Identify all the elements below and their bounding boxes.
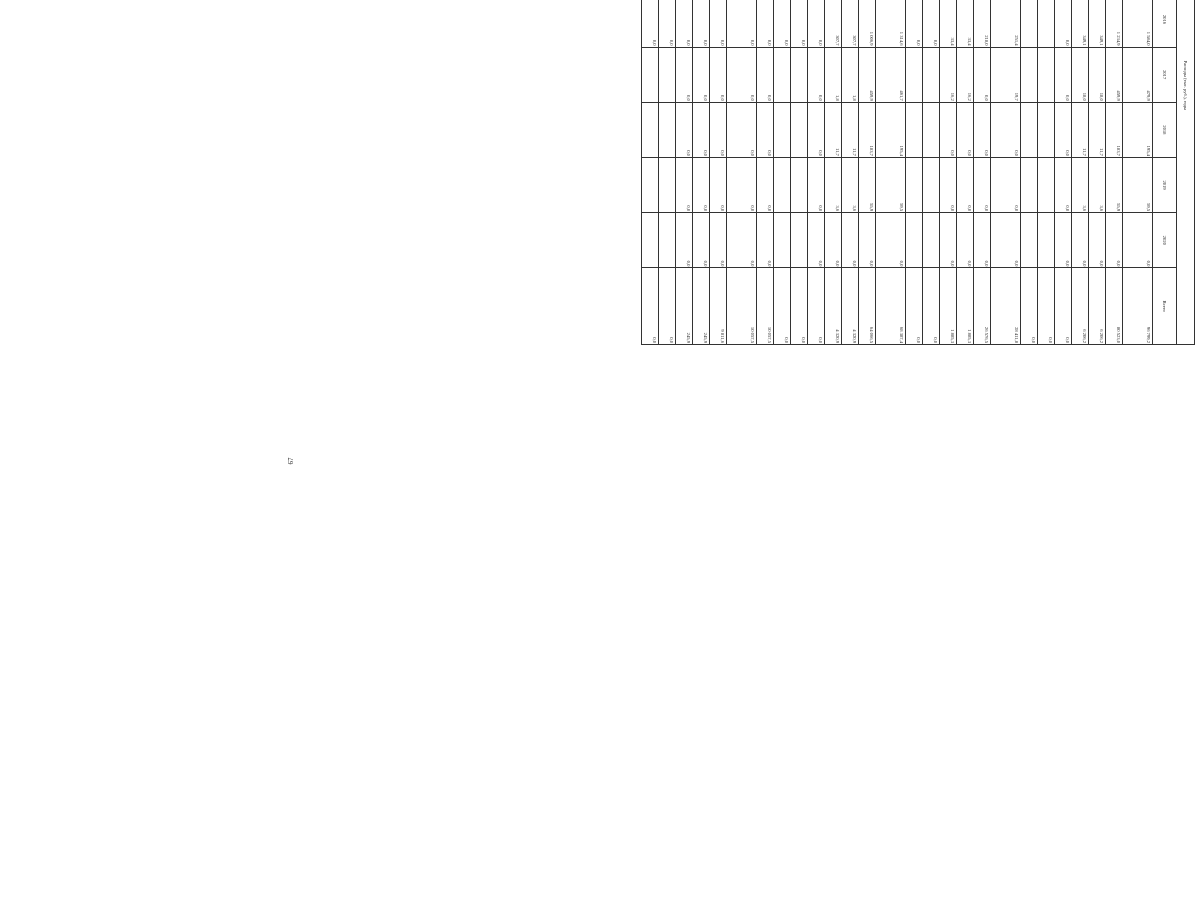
cell-year-value: 18,0: [1072, 47, 1089, 102]
table-row: [1089, 0, 1106, 345]
cell-year-value: 0,0: [906, 0, 923, 47]
cell-year-value: 0,0: [676, 47, 693, 102]
cell-year-value: [791, 102, 808, 157]
cell-total: 0,0: [1038, 268, 1055, 345]
cell-year-value: 0,0: [693, 157, 710, 212]
table-row: [906, 0, 923, 345]
cell-total: 6 206,2: [1072, 268, 1089, 345]
cell-year-value: [923, 47, 940, 102]
cell-year-value: 0,0: [923, 0, 940, 47]
cell-year-value: [642, 47, 659, 102]
cell-total: 0,0: [642, 268, 659, 345]
cell-total: 0,0: [659, 268, 676, 345]
cell-year-value: 0,0: [757, 102, 774, 157]
cell-year-value: [923, 102, 940, 157]
cell-total: 245,9: [693, 268, 710, 345]
table-body: [642, 0, 1153, 345]
cell-total: 1 885,3: [940, 268, 957, 345]
cell-year-value: 11,7: [1072, 102, 1089, 157]
cell-year-value: 1 584,0: [1123, 0, 1153, 47]
cell-year-value: 0,0: [808, 157, 825, 212]
cell-year-value: 0,0: [757, 47, 774, 102]
cell-year-value: 0,0: [974, 47, 991, 102]
table-row: [923, 0, 940, 345]
cell-total: 10 057,5: [727, 268, 757, 345]
cell-year-value: [1038, 47, 1055, 102]
cell-year-value: 55,9: [1106, 157, 1123, 212]
cell-total: 0,0: [923, 268, 940, 345]
cell-year-value: 0,0: [957, 213, 974, 268]
document-sheet: [45, 14, 1188, 890]
cell-year-value: 0,0: [974, 157, 991, 212]
cell-year-value: 0,0: [1106, 213, 1123, 268]
cell-year-value: 0,0: [940, 213, 957, 268]
header-year: 2018: [1153, 102, 1177, 157]
cell-year-value: 0,0: [727, 0, 757, 47]
table-row: [957, 0, 974, 345]
cell-year-value: [791, 213, 808, 268]
rotated-table-frame: [625, 0, 1195, 345]
cell-year-value: 0,0: [1055, 0, 1072, 47]
cell-year-value: 0,0: [1089, 213, 1106, 268]
cell-year-value: [659, 102, 676, 157]
cell-year-value: 0,0: [727, 157, 757, 212]
cell-year-value: [642, 157, 659, 212]
cell-year-value: [1021, 157, 1038, 212]
cell-year-value: 1 314,6: [876, 0, 906, 47]
cell-year-value: [1021, 213, 1038, 268]
cell-year-value: 0,0: [1055, 102, 1072, 157]
cell-year-value: 0,0: [710, 47, 727, 102]
cell-year-value: [923, 213, 940, 268]
cell-year-value: 0,0: [710, 213, 727, 268]
table-row: [991, 0, 1021, 345]
cell-total: 0,0: [791, 268, 808, 345]
cell-year-value: 0,0: [693, 213, 710, 268]
cell-year-value: 1,8: [842, 47, 859, 102]
cell-year-value: 0,0: [808, 213, 825, 268]
cell-year-value: 11,7: [842, 102, 859, 157]
cell-year-value: [1038, 213, 1055, 268]
cell-total: 26 576,5: [974, 268, 991, 345]
cell-year-value: [659, 47, 676, 102]
table-row: [1038, 0, 1055, 345]
cell-year-value: [774, 213, 791, 268]
cell-year-value: 0,0: [842, 213, 859, 268]
cell-year-value: 0,0: [859, 213, 876, 268]
cell-year-value: 33,4: [940, 0, 957, 47]
cell-total: 96 799,2: [1123, 268, 1153, 345]
cell-year-value: 0,0: [940, 102, 957, 157]
table-row: [676, 0, 693, 345]
table-row: [825, 0, 842, 345]
cell-year-value: 0,0: [774, 0, 791, 47]
cell-year-value: 0,0: [1123, 213, 1153, 268]
header-row-2: [1153, 0, 1177, 345]
cell-year-value: 0,0: [757, 0, 774, 47]
header-year: 2016: [1153, 0, 1177, 47]
table-row: [1021, 0, 1038, 345]
cell-year-value: [774, 47, 791, 102]
cell-year-value: 0,0: [693, 47, 710, 102]
cell-year-value: 0,0: [808, 102, 825, 157]
cell-year-value: 0,0: [642, 0, 659, 47]
cell-year-value: 3,6: [842, 157, 859, 212]
cell-total: 80 523,0: [1106, 268, 1123, 345]
cell-total: 0,0: [808, 268, 825, 345]
table-row: [1072, 0, 1089, 345]
cell-year-value: [1038, 157, 1055, 212]
table-row: [1106, 0, 1123, 345]
cell-year-value: 3,6: [1072, 157, 1089, 212]
cell-year-value: 0,0: [991, 102, 1021, 157]
table-row: [842, 0, 859, 345]
cell-year-value: 0,0: [1072, 213, 1089, 268]
cell-total: 68 387,4: [876, 268, 906, 345]
cell-year-value: [642, 213, 659, 268]
cell-year-value: 479,9: [1123, 47, 1153, 102]
cell-year-value: 195,4: [1123, 102, 1153, 157]
header-year: 2017: [1153, 47, 1177, 102]
cell-year-value: 183,7: [859, 102, 876, 157]
cell-year-value: [906, 102, 923, 157]
cell-year-value: [659, 213, 676, 268]
table-row: [940, 0, 957, 345]
cell-year-value: 0,0: [876, 213, 906, 268]
table-row: [1055, 0, 1072, 345]
cell-year-value: 349,1: [1089, 0, 1106, 47]
cell-year-value: [774, 102, 791, 157]
cell-year-value: 0,0: [957, 102, 974, 157]
expenses-table: [641, 0, 1195, 345]
table-row: [808, 0, 825, 345]
cell-year-value: 0,0: [659, 0, 676, 47]
cell-year-value: 16,2: [957, 47, 974, 102]
cell-total: 0,0: [774, 268, 791, 345]
cell-year-value: 0,0: [693, 0, 710, 47]
cell-year-value: 0,0: [727, 213, 757, 268]
table-row: [659, 0, 676, 345]
cell-year-value: 59,5: [1123, 157, 1153, 212]
cell-year-value: [923, 157, 940, 212]
cell-year-value: [1021, 47, 1038, 102]
cell-year-value: 1 234,9: [1106, 0, 1123, 47]
cell-year-value: 18,0: [1089, 47, 1106, 102]
cell-year-value: [791, 47, 808, 102]
table-row: [791, 0, 808, 345]
cell-year-value: 0,0: [710, 157, 727, 212]
cell-year-value: [1038, 102, 1055, 157]
cell-year-value: 461,7: [876, 47, 906, 102]
cell-total: 4 320,9: [842, 268, 859, 345]
cell-year-value: [774, 157, 791, 212]
cell-year-value: 251,4: [991, 0, 1021, 47]
cell-year-value: 0,0: [1055, 157, 1072, 212]
cell-year-value: 0,0: [693, 102, 710, 157]
cell-year-value: 0,0: [808, 47, 825, 102]
cell-year-value: 0,0: [974, 102, 991, 157]
table-row: [774, 0, 791, 345]
cell-total: 1 885,3: [957, 268, 974, 345]
cell-year-value: [791, 157, 808, 212]
cell-total: 10 057,5: [757, 268, 774, 345]
cell-total: 0,0: [1055, 268, 1072, 345]
cell-year-value: 0,0: [676, 213, 693, 268]
table-row: [974, 0, 991, 345]
cell-year-value: [906, 157, 923, 212]
cell-total: 0,0: [1021, 268, 1038, 345]
table-row: [876, 0, 906, 345]
table-row: [727, 0, 757, 345]
cell-year-value: 0,0: [957, 157, 974, 212]
table-row: [757, 0, 774, 345]
cell-year-value: 11,7: [1089, 102, 1106, 157]
cell-year-value: 183,7: [1106, 102, 1123, 157]
cell-year-value: 0,0: [710, 0, 727, 47]
cell-year-value: 0,0: [808, 0, 825, 47]
cell-year-value: 307,7: [825, 0, 842, 47]
header-total: Всего: [1153, 268, 1177, 345]
cell-total: 28 411,8: [991, 268, 1021, 345]
cell-year-value: 0,0: [710, 102, 727, 157]
cell-year-value: 59,5: [876, 157, 906, 212]
table-row: [710, 0, 727, 345]
cell-total: 9 811,6: [710, 268, 727, 345]
cell-year-value: 0,0: [791, 0, 808, 47]
cell-year-value: [1038, 0, 1055, 47]
cell-year-value: 195,4: [876, 102, 906, 157]
table-row: [1123, 0, 1153, 345]
cell-year-value: 3,6: [1089, 157, 1106, 212]
cell-year-value: 0,0: [991, 213, 1021, 268]
cell-year-value: 0,0: [676, 157, 693, 212]
cell-year-value: 0,0: [727, 102, 757, 157]
cell-year-value: 11,7: [825, 102, 842, 157]
cell-year-value: [906, 213, 923, 268]
table-row: [693, 0, 710, 345]
page-number: 67: [287, 457, 295, 465]
cell-year-value: 1 006,9: [859, 0, 876, 47]
cell-year-value: 3,6: [825, 157, 842, 212]
cell-year-value: 459,9: [859, 47, 876, 102]
cell-year-value: 459,9: [1106, 47, 1123, 102]
cell-year-value: 218,0: [974, 0, 991, 47]
cell-year-value: 0,0: [727, 47, 757, 102]
cell-year-value: 16,2: [940, 47, 957, 102]
header-year: 2019: [1153, 157, 1177, 212]
cell-total: 64 066,5: [859, 268, 876, 345]
cell-total: 4 320,9: [825, 268, 842, 345]
cell-year-value: 33,4: [957, 0, 974, 47]
cell-year-value: 55,9: [859, 157, 876, 212]
cell-year-value: 0,0: [676, 0, 693, 47]
table-row: [859, 0, 876, 345]
table-row: [642, 0, 659, 345]
cell-year-value: 0,0: [940, 157, 957, 212]
cell-year-value: 1,8: [825, 47, 842, 102]
cell-total: 6 206,2: [1089, 268, 1106, 345]
header-expenses: Расходы (тыс. руб.), годы: [1177, 0, 1195, 345]
cell-year-value: [906, 47, 923, 102]
cell-year-value: 0,0: [676, 102, 693, 157]
cell-year-value: 0,0: [757, 213, 774, 268]
cell-total: 0,0: [906, 268, 923, 345]
cell-year-value: [659, 157, 676, 212]
cell-year-value: 349,1: [1072, 0, 1089, 47]
header-year: 2020: [1153, 213, 1177, 268]
cell-year-value: 0,0: [1055, 47, 1072, 102]
cell-year-value: 307,7: [842, 0, 859, 47]
cell-year-value: 19,7: [991, 47, 1021, 102]
cell-year-value: 0,0: [1055, 213, 1072, 268]
cell-year-value: 0,0: [825, 213, 842, 268]
cell-year-value: 0,0: [757, 157, 774, 212]
header-row-1: [1177, 0, 1195, 345]
cell-year-value: [1021, 0, 1038, 47]
cell-year-value: [1021, 102, 1038, 157]
cell-year-value: [642, 102, 659, 157]
cell-year-value: 0,0: [974, 213, 991, 268]
cell-year-value: 0,0: [991, 157, 1021, 212]
cell-total: 245,9: [676, 268, 693, 345]
